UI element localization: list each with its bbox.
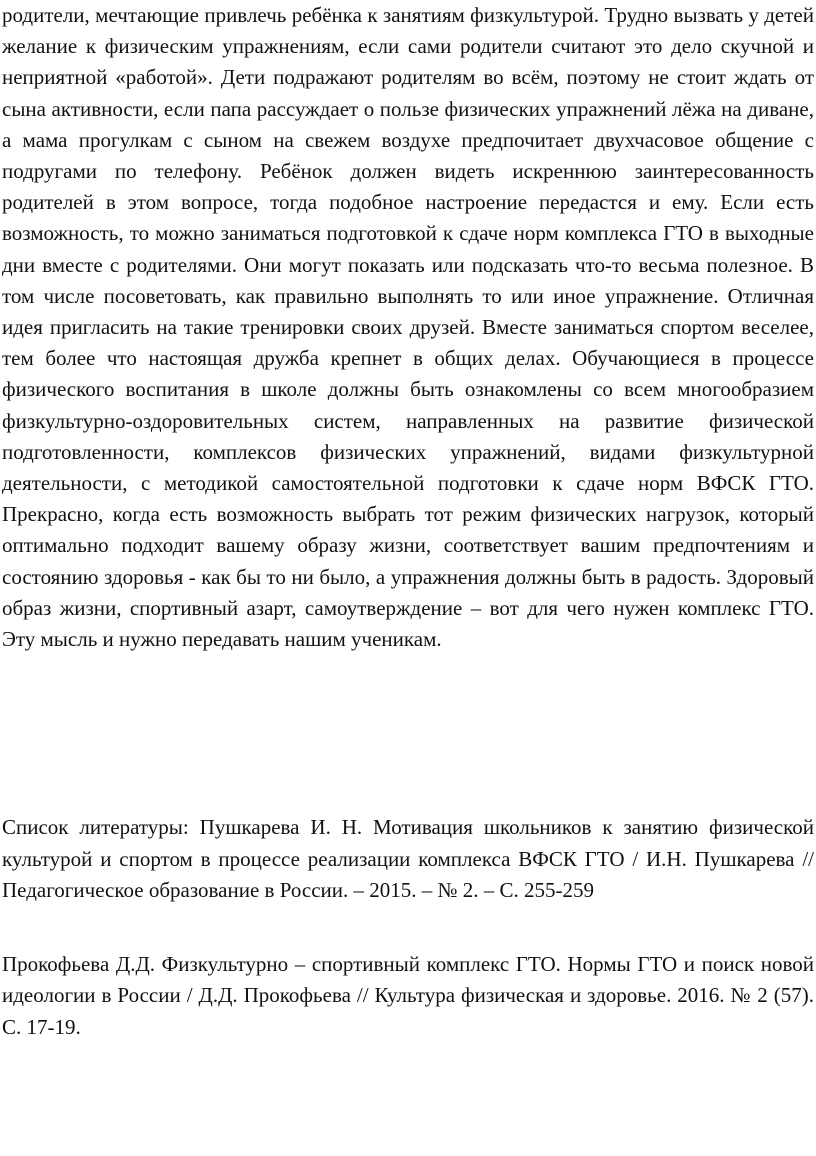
reference-item-1: Список литературы: Пушкарева И. Н. Мотивация школьников к занятию физической культурой и спортом в процессе реализации комплекса ВФСК ГТО / И.Н. Пушкарева // Педагогическое образование в России. – 2015. – № 2. – С. 255-259	[2, 815, 814, 902]
reference-list	[2, 812, 814, 1043]
reference-item-2: Прокофьева Д.Д. Физкультурно – спортивный комплекс ГТО. Нормы ГТО и поиск новой идеологии в России / Д.Д. Прокофьева // Культура физическая и здоровье. 2016. № 2 (57). С. 17-19.	[2, 951, 814, 1039]
main-paragraph: родители, мечтающие привлечь ребёнка к занятиям физкультурой. Трудно вызвать у детей желание к физическим упражнениям, если сами родители считают это дело скучной и неприятной «работой». Дети подражают родителям во всём, поэтому не стоит ждать от сына активности, если папа рассуждает о пользе физических упражнений лёжа на диване, а мама прогулкам с сыном на свежем воздухе предпочитает двухчасовое общение с подругами по телефону. Ребёнок должен видеть искреннюю заинтересованность родителей в этом вопросе, тогда подобное настроение передастся и ему. Если есть возможность, то можно заниматься подготовкой к сдаче норм комплекса ГТО в выходные дни вместе с родителями. Они могут показать или подсказать что-то весьма полезное. В том числе посоветовать, как правильно выполнять то или иное упражнение. Отличная идея пригласить на такие тренировки своих друзей. Вместе заниматься спортом веселее, тем более что настоящая дружба крепнет в общих делах. Обучающиеся в процессе физического воспитания в школе должны быть ознакомлены со всем многообразием физкультурно-оздоровительных систем, направленных на развитие физической подготовленности, комплексов физических упражнений, видами физкультурной деятельности, с методикой самостоятельной подготовки к сдаче норм ВФСК ГТО. Прекрасно, когда есть возможность выбрать тот режим физических нагрузок, который оптимально подходит вашему образу жизни, соответствует вашим предпочтениям и состоянию здоровья - как бы то ни было, а упражнения должны быть в радость. Здоровый образ жизни, спортивный азарт, самоутверждение – вот для чего нужен комплекс ГТО. Эту мысль и нужно передавать нашим ученикам.	[2, 3, 814, 652]
